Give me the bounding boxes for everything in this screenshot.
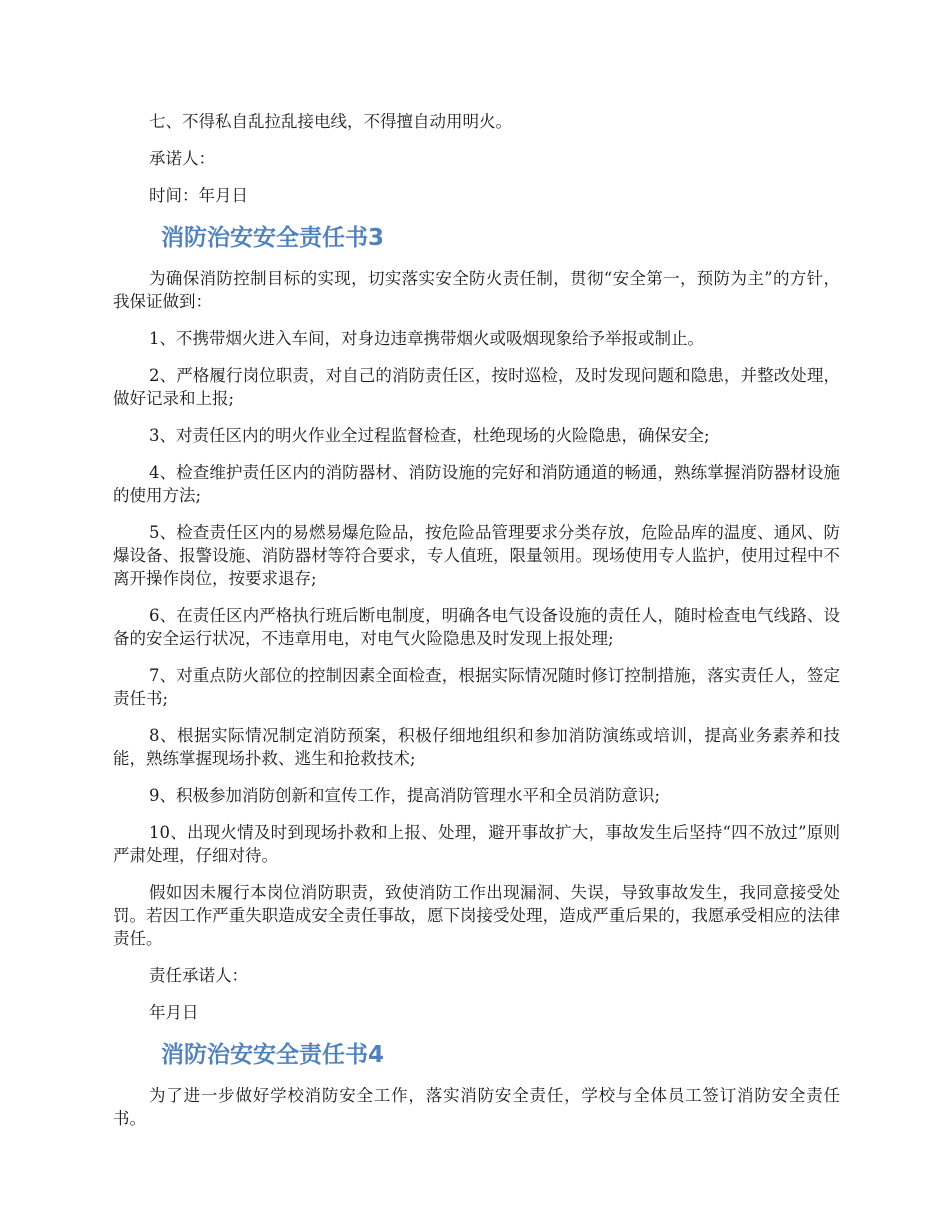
section-3-item: 9、积极参加消防创新和宣传工作，提高消防管理水平和全员消防意识; <box>149 786 661 805</box>
section-3-item: 8、根据实际情况制定消防预案，积极仔细地组织和参加消防演练或培训，提高业务素养和技能，熟练掌握现场扑救、逃生和抢救技术; <box>113 726 840 768</box>
section-3-intro: 为确保消防控制目标的实现，切实落实安全防火责任制，贯彻“安全第一，预防为主”的方针，我保证做到： <box>113 269 840 311</box>
section-3-item: 7、对重点防火部位的控制因素全面检查，根据实际情况随时修订控制措施，落实责任人，签定责任书; <box>113 666 840 708</box>
section-4-intro: 为了进一步做好学校消防安全工作，落实消防安全责任，学校与全体员工签订消防安全责任书。 <box>113 1086 840 1128</box>
section-3-item: 2、严格履行岗位职责，对自己的消防责任区，按时巡检，及时发现问题和隐患，并整改处理，做好记录和上报; <box>113 366 840 408</box>
paragraph-time: 时间：年月日 <box>149 186 248 205</box>
paragraph-item-7: 七、不得私自乱拉乱接电线，不得擅自动用明火。 <box>149 112 512 131</box>
section-3-date: 年月日 <box>149 1003 199 1022</box>
document-page <box>113 110 840 1130</box>
section-4-title: 消防治安安全责任书4 <box>161 1042 385 1068</box>
section-3-item: 6、在责任区内严格执行班后断电制度，明确各电气设备设施的责任人，随时检查电气线路、设备的安全运行状况，不违章用电，对电气火险隐患及时发现上报处理; <box>113 606 840 648</box>
section-3-item: 3、对责任区内的明火作业全过程监督检查，杜绝现场的火险隐患，确保安全; <box>149 426 710 445</box>
section-3-item: 5、检查责任区内的易燃易爆危险品，按危险品管理要求分类存放，危险品库的温度、通风、防爆设备、报警设施、消防器材等符合要求，专人值班，限量领用。现场使用专人监护，使用过程中不离开操作岗位，按要求退存; <box>113 523 840 588</box>
section-3-signer: 责任承诺人： <box>149 966 248 985</box>
paragraph-promisor: 承诺人： <box>149 149 215 168</box>
section-3-item: 1、不携带烟火进入车间，对身边违章携带烟火或吸烟现象给予举报或制止。 <box>149 329 704 348</box>
section-3-item: 10、出现火情及时到现场扑救和上报、处理，避开事故扩大，事故发生后坚持“四不放过”原则严肃处理，仔细对待。 <box>113 823 840 865</box>
section-3-title: 消防治安安全责任书3 <box>161 225 385 251</box>
section-3-closing: 假如因未履行本岗位消防职责，致使消防工作出现漏洞、失误，导致事故发生，我同意接受处罚。若因工作严重失职造成安全责任事故，愿下岗接受处理，造成严重后果的，我愿承受相应的法律责任。 <box>113 883 840 948</box>
section-3-item: 4、检查维护责任区内的消防器材、消防设施的完好和消防通道的畅通，熟练掌握消防器材设施的使用方法; <box>113 463 840 505</box>
